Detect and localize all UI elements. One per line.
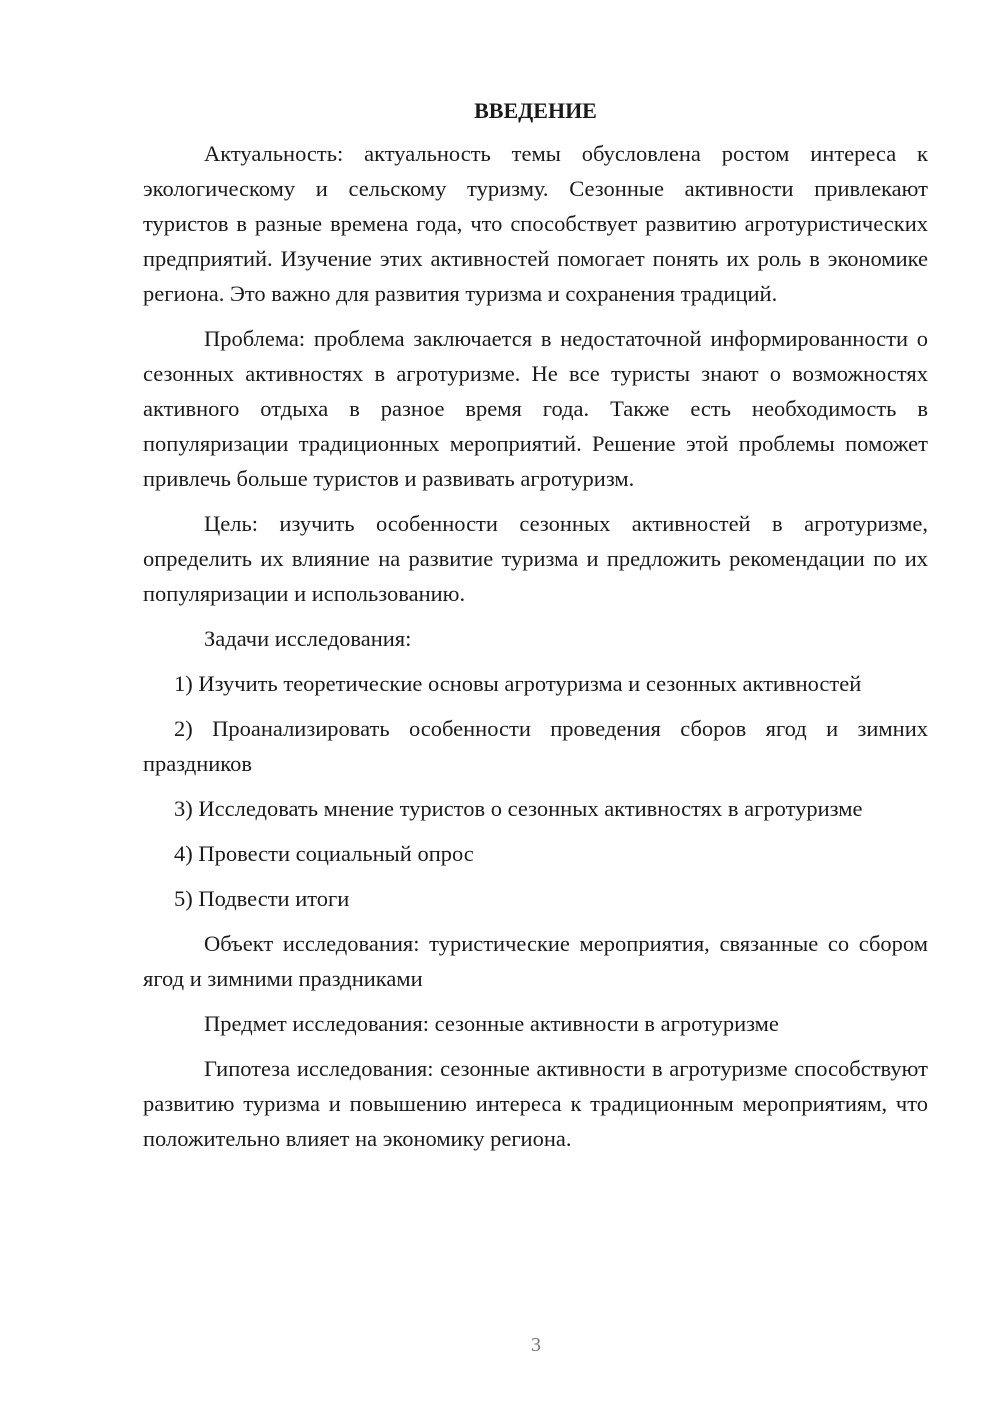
task-item-3: 3) Исследовать мнение туристов о сезонных активностях в агротуризме	[174, 796, 863, 821]
task-item-2: 2) Проанализировать особенности проведения сборов ягод и зимних праздников	[143, 716, 928, 776]
goal-paragraph: Цель: изучить особенности сезонных активностей в агротуризме, определить их влияние на развитие туризма и предложить рекомендации по их популяризации и использованию.	[143, 511, 928, 606]
task-item-1: 1) Изучить теоретические основы агротуризма и сезонных активностей	[174, 671, 862, 696]
section-title: ВВЕДЕНИЕ	[474, 98, 597, 123]
subject-paragraph: Предмет исследования: сезонные активности в агротуризме	[204, 1011, 779, 1036]
problem-paragraph: Проблема: проблема заключается в недостаточной информированности о сезонных активностях в агротуризме. Не все туристы знают о возможностях активного отдыха в разное время года. Также есть необходимость в популяризации традиционных мероприятий. Решение этой проблемы поможет привлечь больше туристов и развивать агротуризм.	[143, 326, 928, 491]
hypothesis-paragraph: Гипотеза исследования: сезонные активности в агротуризме способствуют развитию туризма и повышению интереса к традиционным мероприятиям, что положительно влияет на экономику региона.	[143, 1056, 928, 1151]
page-number: 3	[531, 1334, 541, 1356]
relevance-paragraph: Актуальность: актуальность темы обусловлена ростом интереса к экологическому и сельскому туризму. Сезонные активности привлекают туристов в разные времена года, что способствует развитию агротуристических предприятий. Изучение этих активностей помогает понять их роль в экономике региона. Это важно для развития туризма и сохранения традиций.	[143, 141, 928, 306]
tasks-heading: Задачи исследования:	[204, 626, 412, 651]
document-body	[143, 94, 928, 1166]
task-item-4: 4) Провести социальный опрос	[174, 841, 474, 866]
object-paragraph: Объект исследования: туристические мероприятия, связанные со сбором ягод и зимними праздниками	[143, 931, 928, 991]
task-item-5: 5) Подвести итоги	[174, 886, 350, 911]
